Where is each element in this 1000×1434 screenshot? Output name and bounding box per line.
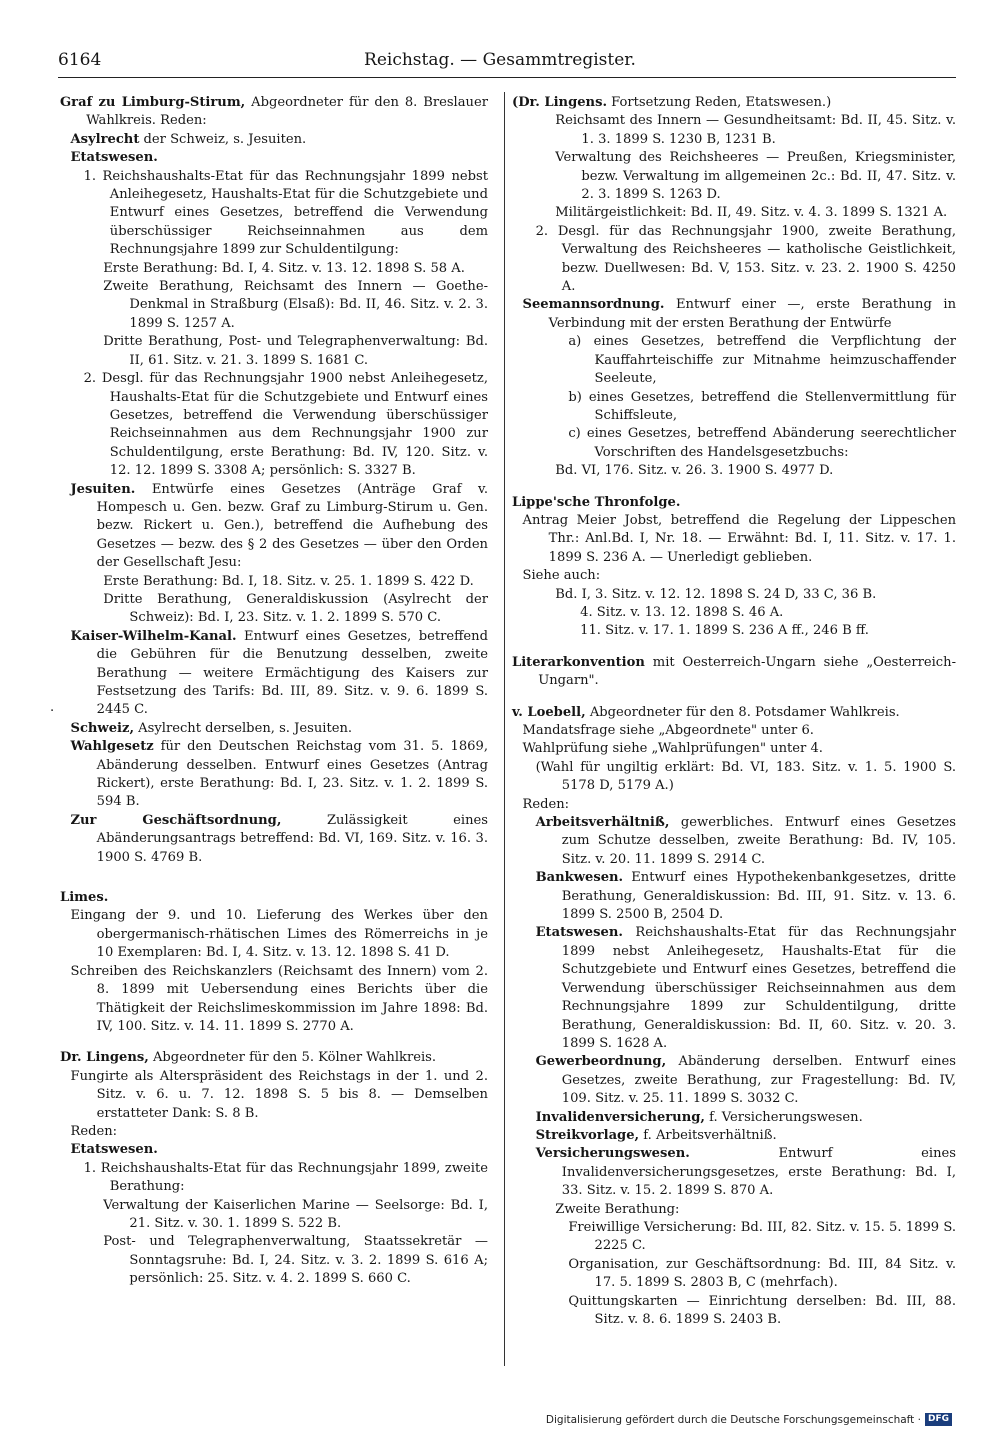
entry-text: 11. Sitz. v. 17. 1. 1899 S. 236 A ff., 246 B ff. (580, 623, 869, 639)
entry-text: c) eines Gesetzes, betreffend Abänderung seerechtlicher Vorschriften des Handelsgesetzbuchs: (568, 426, 956, 460)
entry-text: Entwurf eines Invalidenversicherungsgesetzes, erste Berathung: Bd. I, 33. Sitz. v. 15. 2. 1899 S. 870 A. (561, 1146, 956, 1199)
entry-keyword: Versicherungswesen. (535, 1146, 690, 1162)
entry-keyword: Gewerbeordnung, (535, 1054, 667, 1070)
index-subentry (60, 1068, 488, 1123)
index-subentry (60, 333, 488, 370)
entry-text: Freiwillige Versicherung: Bd. III, 82. Sitz. v. 15. 5. 1899 S. 2225 C. (568, 1219, 956, 1254)
entry-text: Entwurf eines Hypothekenbankgesetzes, dritte Berathung, Generaldiskussion: Bd. III, 91. Sitz. v. 13. 6. 1899 S. 2500 B, 2504 D. (561, 870, 956, 923)
index-entry (512, 654, 956, 691)
entry-text: Bd. I, 3. Sitz. v. 12. 12. 1898 S. 24 D, 33 C, 36 B. (555, 586, 877, 602)
dfg-logo: DFG (925, 1413, 952, 1426)
index-subentry (512, 296, 956, 333)
index-subentry (512, 462, 956, 480)
entry-text: Fortsetzung Reden, Etatswesen.) (607, 95, 832, 110)
entry-text: Verwaltung der Kaiserlichen Marine — Seelsorge: Bd. I, 21. Sitz. v. 30. 1. 1899 S. 522 B. (103, 1197, 488, 1231)
entry-text: Dritte Berathung, Generaldiskussion (Asylrecht der Schweiz): Bd. I, 23. Sitz. v. 1. 2. 1899 S. 570 C. (103, 591, 488, 626)
entry-text: Fungirte als Alterspräsident des Reichstags in der 1. und 2. Sitz. v. 6. u. 7. 12. 1898 S. 5 bis 8. — Demselben erstatteter Dank: S. 8 B. (70, 1068, 488, 1121)
entry-text: Schreiben des Reichskanzlers (Reichsamt des Innern) vom 2. 8. 1899 mit Uebersendung eines Berichts über die Thätigkeit der Reichslimeskommission im Jahre 1898: Bd. IV, 100. Sitz. v. 14. 11. 1899 S. 2770 A. (70, 963, 488, 1034)
entry-text: Dritte Berathung, Post- und Telegraphenverwaltung: Bd. II, 61. Sitz. v. 21. 3. 1899 S. 1681 C. (103, 334, 488, 368)
running-head: Reichstag. — Gesammtregister. (364, 50, 636, 70)
footer (546, 1413, 952, 1426)
entry-text: Abgeordneter für den 8. Breslauer Wahlkreis. Reden: (86, 95, 488, 129)
index-subentry (60, 738, 488, 812)
index-entry (60, 94, 488, 131)
entry-text: f. Arbeitsverhältniß. (639, 1127, 777, 1143)
entry-text: Abgeordneter für den 8. Potsdamer Wahlkreis. (585, 704, 900, 720)
entry-text: 2. Desgl. für das Rechnungsjahr 1900, zweite Berathung, Verwaltung des Reichsheeres — katholische Geistlichkeit, bezw. Duellwesen: Bd. V, 153. Sitz. v. 23. 2. 1900 S. 4250 A. (535, 223, 956, 295)
entry-keyword: Asylrecht (70, 131, 140, 147)
index-subentry (60, 812, 488, 867)
index-subentry (60, 278, 488, 333)
entry-text: (Wahl für ungiltig erklärt: Bd. VI, 183. Sitz. v. 1. 5. 1900 S. 5178 D, 5179 A.) (535, 759, 956, 794)
index-subentry (512, 1219, 956, 1256)
index-subentry (512, 333, 956, 388)
index-subentry (512, 204, 956, 222)
index-subentry (512, 1145, 956, 1200)
entry-text: Reden: (70, 1123, 118, 1139)
entry-keyword: Jesuiten. (70, 481, 136, 497)
entry-text: Abänderung derselben. Entwurf eines Gesetzes, zweite Berathung, zur Fragestellung: Bd. IV, 109. Sitz. v. 25. 11. 1899 S. 3032 C. (561, 1054, 956, 1107)
index-subentry (60, 720, 488, 738)
left-column (60, 94, 488, 1289)
index-subentry (60, 963, 488, 1037)
entry-text: Erste Berathung: Bd. I, 4. Sitz. v. 13. 12. 1898 S. 58 A. (103, 260, 465, 276)
page-number: 6164 (58, 50, 102, 70)
index-subentry (512, 425, 956, 462)
index-subentry (512, 604, 956, 622)
entry-text: Militärgeistlichkeit: Bd. II, 49. Sitz. v. 4. 3. 1899 S. 1321 A. (555, 205, 948, 221)
entry-keyword: Seemannsordnung. (522, 297, 665, 313)
index-entry (60, 889, 488, 907)
entry-keyword: Etatswesen. (535, 925, 623, 941)
entry-keyword: Etatswesen. (70, 1142, 158, 1158)
entry-keyword: Arbeitsverhältniß, (535, 815, 670, 831)
entry-keyword: Limes. (60, 890, 109, 906)
index-subentry (60, 481, 488, 573)
index-subentry (512, 512, 956, 567)
entry-text: Zweite Berathung, Reichsamt des Innern — Goethe-Denkmal in Straßburg (Elsaß): Bd. II, 46. Sitz. v. 2. 3. 1899 S. 1257 A. (103, 279, 488, 331)
margin-mark: . (50, 700, 55, 715)
entry-keyword: Literarkonvention (512, 654, 645, 670)
index-entry (60, 1049, 488, 1067)
entry-text: Eingang der 9. und 10. Lieferung des Werkes über den obergermanisch-rhätischen Limes des Römerreichs in je 10 Exemplaren: Bd. I, 4. Sitz. v. 13. 12. 1898 S. 41 D. (70, 908, 488, 961)
header-rule (58, 77, 956, 78)
entry-text: Reichsamt des Innern — Gesundheitsamt: Bd. II, 45. Sitz. v. 1. 3. 1899 S. 1230 B, 1231 B. (555, 113, 956, 147)
index-subentry (512, 622, 956, 640)
entry-text: 1. Reichshaushalts-Etat für das Rechnungsjahr 1899 nebst Anleihegesetz, Haushalts-Etat für die Schutzgebiete und Entwurf eines Gesetzes, betreffend die Verwendung überschüssiger Reichseinnahmen aus dem Rechnungsjahre 1899 zur Schuldentilgung: (83, 168, 488, 258)
index-subentry (512, 1201, 956, 1219)
entry-text: Abgeordneter für den 5. Kölner Wahlkreis. (148, 1050, 437, 1066)
entry-text: Siehe auch: (522, 568, 601, 584)
index-subentry (60, 1233, 488, 1288)
right-column (512, 94, 956, 1329)
entry-text: 2. Desgl. für das Rechnungsjahr 1900 nebst Anleihegesetz, Haushalts-Etat für die Schutzgebiete und Entwurf eines Gesetzes, betreffend die Verwendung überschüssiger Reichseinnahmen aus dem Rechnungsjahr 1900 zur Schuldentilgung, erste Berathung: Bd. IV, 120. Sitz. v. 12. 12. 1899 S. 3308 A; persönlich: S. 3327 B. (83, 371, 488, 479)
entry-keyword: Graf zu Limburg-Stirum, (60, 95, 246, 110)
index-subentry (512, 869, 956, 924)
entry-text: Entwürfe eines Gesetzes (Anträge Graf v. Hompesch u. Gen. bezw. Graf zu Limburg-Stirum u. Gen. bezw. Rickert u. Gen.), betreffend die Aufhebung des Gesetzes — bezw. des § 2 des Gesetzes — über den Orden der Gesellschaft Jesu: (96, 481, 488, 571)
index-subentry (512, 924, 956, 1053)
index-subentry (512, 1293, 956, 1330)
entry-keyword: Streikvorlage, (535, 1127, 640, 1143)
entry-text: Zweite Berathung: (555, 1201, 680, 1217)
entry-keyword: Etatswesen. (70, 150, 158, 166)
entry-text: 1. Reichshaushalts-Etat für das Rechnungsjahr 1899, zweite Berathung: (83, 1160, 488, 1195)
index-subentry (512, 796, 956, 814)
entry-text: Mandatsfrage siehe „Abgeordnete" unter 6. (522, 723, 814, 738)
entry-text: Wahlprüfung siehe „Wahlprüfungen" unter 4. (522, 741, 823, 757)
entry-text: a) eines Gesetzes, betreffend die Verpflichtung der Kauffahrteischiffe zur Mitnahme heimzuschaffender Seeleute, (568, 334, 956, 387)
index-subentry (512, 1053, 956, 1108)
entry-text: Asylrecht derselben, s. Jesuiten. (134, 720, 353, 736)
entry-text: Reden: (522, 796, 570, 812)
index-subentry (60, 1141, 488, 1159)
column-divider (504, 92, 505, 1366)
index-subentry (60, 907, 488, 962)
index-subentry (512, 567, 956, 585)
index-subentry (512, 1127, 956, 1145)
entry-keyword: Schweiz, (70, 720, 135, 736)
entry-text: mit Oesterreich-Ungarn siehe „Oesterreich-Ungarn". (538, 654, 956, 689)
entry-text: b) eines Gesetzes, betreffend die Stellenvermittlung für Schiffsleute, (568, 389, 956, 423)
entry-keyword: Lippe'sche Thronfolge. (512, 494, 681, 510)
entry-keyword: Bankwesen. (535, 870, 624, 886)
index-subentry (512, 389, 956, 426)
index-subentry (512, 740, 956, 758)
entry-text: der Schweiz, s. Jesuiten. (139, 131, 307, 147)
entry-text: Bd. VI, 176. Sitz. v. 26. 3. 1900 S. 4977 D. (555, 463, 834, 479)
index-entry (512, 494, 956, 512)
index-entry (512, 94, 956, 112)
index-subentry (512, 586, 956, 604)
entry-text: 4. Sitz. v. 13. 12. 1898 S. 46 A. (580, 604, 784, 620)
index-subentry (512, 814, 956, 869)
entry-text: Organisation, zur Geschäftsordnung: Bd. III, 84 Sitz. v. 17. 5. 1899 S. 2803 B, C (mehrfach). (568, 1256, 956, 1291)
index-subentry (60, 1197, 488, 1234)
index-subentry (512, 759, 956, 796)
footer-credit: Digitalisierung gefördert durch die Deutsche Forschungsgemeinschaft · (545, 1413, 921, 1426)
index-subentry (60, 149, 488, 167)
entry-text: Verwaltung des Reichsheeres — Preußen, Kriegsminister, bezw. Verwaltung im allgemeinen 2c.: Bd. II, 47. Sitz. v. 2. 3. 1899 S. 1263 D. (555, 150, 956, 203)
index-subentry (60, 131, 488, 149)
entry-text: Entwurf eines Gesetzes, betreffend die Gebühren für die Benutzung desselben, zweite Berathung — weitere Ermächtigung des Kaisers zur Festsetzung des Tarifs: Bd. III, 89. Sitz. v. 9. 6. 1899 S. 2445 C. (96, 628, 488, 718)
index-subentry (60, 573, 488, 591)
index-subentry (60, 370, 488, 480)
index-subentry (60, 591, 488, 628)
index-subentry (60, 168, 488, 260)
index-subentry (512, 112, 956, 149)
entry-text: Erste Berathung: Bd. I, 18. Sitz. v. 25. 1. 1899 S. 422 D. (103, 573, 474, 589)
index-subentry (60, 1123, 488, 1141)
entry-keyword: (Dr. Lingens. (512, 95, 607, 110)
index-subentry (512, 223, 956, 297)
index-subentry (512, 1256, 956, 1293)
entry-text: Reichshaushalts-Etat für das Rechnungsjahr 1899 nebst Anleihegesetz, Haushalts-Etat für die Schutzgebiete und Entwurf eines Gesetzes, betreffend die Verwendung überschüssiger Reichseinnahmen aus dem Rechnungsjahre 1899 zur Schuldentilgung, dritte Berathung, Generaldiskussion: Bd. II, 60. Sitz. v. 20. 3. 1899 S. 1628 A. (561, 925, 956, 1051)
entry-text: Antrag Meier Jobst, betreffend die Regelung der Lippeschen Thr.: Anl.Bd. I, Nr. 18. — Erwähnt: Bd. I, 11. Sitz. v. 17. 1. 1899 S. 236 A. — Unerledigt geblieben. (522, 512, 956, 565)
entry-text: Entwurf einer —, erste Berathung in Verbindung mit der ersten Berathung der Entwürfe (548, 297, 956, 331)
entry-keyword: Dr. Lingens, (60, 1050, 149, 1066)
entry-text: Quittungskarten — Einrichtung derselben: Bd. III, 88. Sitz. v. 8. 6. 1899 S. 2403 B. (568, 1293, 956, 1327)
entry-keyword: Invalidenversicherung, (535, 1109, 705, 1125)
entry-text: Post- und Telegraphenverwaltung, Staatssekretär — Sonntagsruhe: Bd. I, 24. Sitz. v. 3. 2. 1899 S. 616 A; persönlich: 25. Sitz. v. 4. 2. 1899 S. 660 C. (103, 1234, 488, 1287)
entry-text: gewerbliches. Entwurf eines Gesetzes zum Schutze desselben, zweite Berathung: Bd. IV, 105. Sitz. v. 20. 11. 1899 S. 2914 C. (561, 815, 956, 867)
entry-keyword: Wahlgesetz (70, 739, 154, 755)
entry-keyword: v. Loebell, (512, 704, 586, 720)
entry-text: für den Deutschen Reichstag vom 31. 5. 1869, Abänderung desselben. Entwurf eines Gesetzes (Antrag Rickert), erste Berathung: Bd. I, 23. Sitz. v. 1. 2. 1899 S. 594 B. (96, 739, 488, 810)
index-subentry (512, 149, 956, 204)
entry-keyword: Kaiser-Wilhelm-Kanal. (70, 628, 237, 644)
entry-keyword: Zur Geschäftsordnung, (70, 812, 282, 828)
index-subentry (512, 1109, 956, 1127)
index-subentry (512, 722, 956, 740)
entry-text: Zulässigkeit eines Abänderungsantrags betreffend: Bd. VI, 169. Sitz. v. 16. 3. 1900 S. 4769 B. (96, 812, 488, 865)
index-subentry (60, 628, 488, 720)
index-entry (512, 704, 956, 722)
index-subentry (60, 1160, 488, 1197)
index-subentry (60, 260, 488, 278)
entry-text: f. Versicherungswesen. (704, 1109, 863, 1125)
